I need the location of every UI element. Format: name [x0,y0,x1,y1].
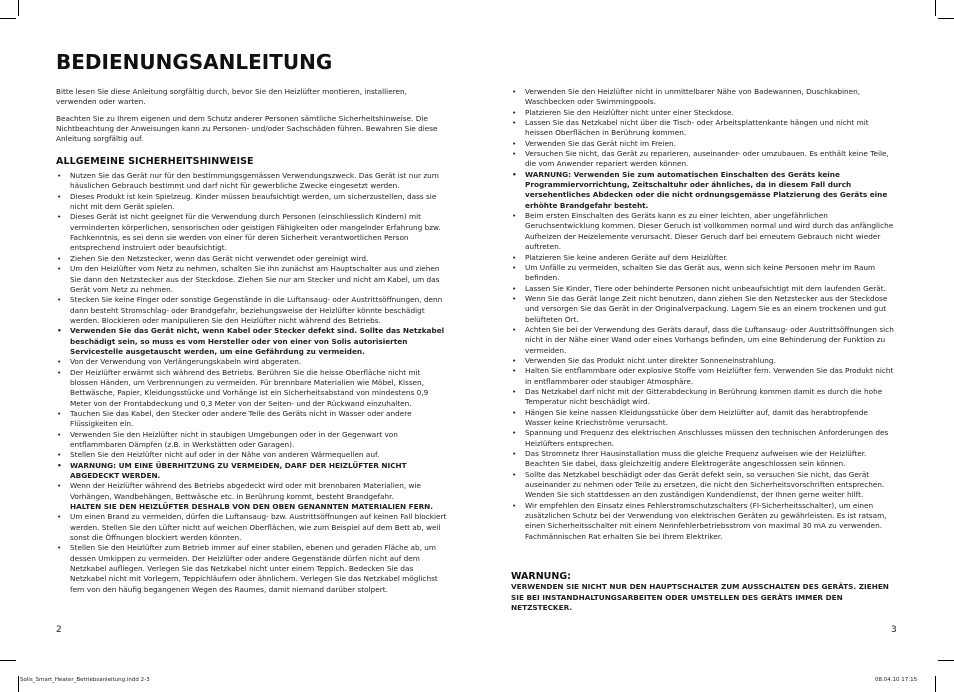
list-item-text: Dieses Produkt ist kein Spielzeug. Kinder müssen beaufsichtigt werden, um sicherzustellen, dass sie nicht mit dem Gerät spielen. [70,191,437,212]
list-item-text: Sollte das Netzkabel beschädigt oder das Gerät defekt sein, so versuchen Sie nicht, das Gerät auseinander zu nehmen oder Teile zu ersetzen, die nicht den Sicherheitsvorschriften entsprechen. Wenden Sie sich stattdessen an den zuständigen Kundendienst, der Ihnen gerne weiter hilft. [525,469,885,500]
safety-list [56,171,448,595]
warning-title: WARNUNG: [511,571,571,583]
list-item [511,325,896,356]
list-item-text: Platzieren Sie keine anderen Geräte auf dem Heizlüfter. [525,252,728,262]
list-item-text: WARNUNG: UM EINE ÜBERHITZUNG ZU VERMEIDEN, DARF DER HEIZLÜFTER NICHT ABGEDECKT WERDEN. [70,460,407,481]
page-title: BEDIENUNGSANLEITUNG [56,50,333,74]
list-item-text: Versuchen Sie nicht, das Gerät zu reparieren, auseinander- oder umzubauen. Es enthält keine Teile, die vom Anwender repariert werden können. [525,149,889,169]
warning-text: VERWENDEN SIE NICHT NUR DEN HAUPTSCHALTER ZUM AUSSCHALTEN DES GERÄTS. ZIEHEN SIE BEI INSTANDHALTUNGSARBEITEN ODER UMSTELLEN DES GERÄTS IMMER DEN NETZSTECKER. [511,582,889,613]
list-item [511,470,896,501]
list-item-text: Wenn Sie das Gerät lange Zeit nicht benutzen, dann ziehen Sie den Netzstecker aus der Steckdose und versorgen Sie das Gerät in der Originalverpackung. Lagern Sie es an einem trockenen und gut belüfteten Ort. [525,293,888,324]
list-item [56,409,448,430]
footer-date: 08.04.10 17:15 [875,677,918,683]
crop-mark [935,0,936,16]
list-item-text: Lassen Sie das Netzkabel nicht über die Tisch- oder Arbeitsplattenkante hängen und nicht mit heissen Oberflächen in Berührung kommen. [525,118,869,138]
list-item-text: Hängen Sie keine nassen Kleidungsstücke über dem Heizlüfter auf, damit das herabtropfende Wasser keine Kriechströme verursacht. [525,407,868,427]
list-item-text: Von der Verwendung von Verlängerungskabeln wird abgeraten. [70,357,302,367]
list-item [511,139,896,149]
list-item-text: WARNUNG: Verwenden Sie zum automatischen Einschalten des Geräts keine Programmiervorrichtung, Zeitschaltuhr oder ähnliches, da in diesem Fall durch versehentliches Abdecken oder die nicht ordnungsgemässe Platzierung des Geräts eine erhöhte Brandgefahr besteht. [525,169,888,210]
page-number-left: 2 [56,625,62,635]
crop-mark [0,660,16,661]
list-item-text: Stellen Sie den Heizlüfter nicht auf oder in der Nähe von anderen Wärmequellen auf. [70,450,380,460]
list-item [56,326,448,357]
intro-paragraph: Bitte lesen Sie diese Anleitung sorgfältig durch, bevor Sie den Heizlüfter montieren, installieren, verwenden oder warten. [56,87,407,107]
list-item-text: Achten Sie bei der Verwendung des Geräts darauf, dass die Luftansaug- oder Austrittsöffnungen sich nicht in der Nähe einer Wand oder eines Vorhangs befinden, um eine Behinderung der Funktion zu vermeiden. [525,324,894,355]
list-item [56,368,448,409]
list-item [56,430,448,451]
list-item-text: Wir empfehlen den Einsatz eines Fehlerstromschutzschalters (FI-Sicherheitsschalter), um einen zusätzlichen Schutz bei der Verwendung von elektrischen Geräten zu gewährleisten. Es ist ratsam, einen Sicherheitsschalter mit einem Nennfehlerbetriebsstrom von maximal 30 mA zu verwenden. Fachmännischen Rat erhalten Sie bei Ihrem Elektriker. [525,500,887,541]
safety-list-continued [511,87,896,542]
list-item [511,408,896,429]
list-item [56,254,448,264]
list-item [511,118,896,139]
crop-mark [0,18,16,19]
list-item [511,356,896,366]
list-item-text: Verwenden Sie das Gerät nicht im Freien. [525,138,676,148]
list-item [511,501,896,542]
list-item-text: Der Heizlüfter erwärmt sich während des Betriebs. Berühren Sie die heisse Oberfläche nicht mit blossen Händen, um Verbrennungen zu vermeiden. Für brennbare Materialien wie Möbel, Kissen, Bettwäsche, Papier, Kleidungsstücke und Vorhänge ist ein Sicherheitsabstand von mindestens 0,9 Meter von der Frontabdeckung und 0,3 Meter von der Seiten- und der Rückwand einzuhalten. [70,367,429,408]
list-item [511,449,896,470]
list-item [511,263,896,284]
list-item-emphasis: HALTEN SIE DEN HEIZLÜFTER DESHALB VON DEN OBEN GENANNTEN MATERIALIEN FERN. [70,502,434,512]
list-item-text: Nutzen Sie das Gerät nur für den bestimmungsgemässen Verwendungszweck. Das Gerät ist nur zum häuslichen Gebrauch bestimmt und darf nicht für gewerbliche Zwecke eingesetzt werden. [70,171,439,191]
list-item-text: Das Netzkabel darf nicht mit der Gitterabdeckung in Berührung kommen damit es durch die hohe Temperatur nicht beschädigt wird. [525,386,883,407]
list-item-text: Tauchen Sie das Kabel, den Stecker oder andere Teile des Geräts nicht in Wasser oder andere Flüssigkeiten ein. [70,408,412,429]
list-item [56,357,448,367]
list-item-text: Lassen Sie Kinder, Tiere oder behinderte Personen nicht unbeaufsichtigt mit dem laufenden Gerät. [525,283,886,293]
list-item [511,87,896,108]
list-item [56,512,448,543]
list-item [511,387,896,408]
list-item [56,295,448,326]
footer-filename: Solis_Smart_Heater_Betriebsanleitung.indd 2-3 [20,677,150,683]
page-number-right: 3 [891,625,897,635]
list-item-text: Um Unfälle zu vermeiden, schalten Sie das Gerät aus, wenn sich keine Personen mehr im Raum befinden. [525,262,876,283]
list-item-text: Dieses Gerät ist nicht geeignet für die Verwendung durch Personen (einschliesslich Kindern) mit verminderten körperlichen, sensorischen oder geistigen Fähigkeiten oder mangelnder Erfahrung bzw. Fachkenntnis, es sei denn sie werden von einer für deren Sicherheit verantwortlichen Person entsprechend instruiert oder beaufsichtigt. [70,212,441,253]
list-item [511,366,896,387]
left-column [56,87,448,595]
list-item-text: Stellen Sie den Heizlüfter zum Betrieb immer auf einer stabilen, ebenen und geraden Fläche ab, um dessen Umkippen zu vermeiden. Der Heizlüfter oder andere Gegenstände dürfen nicht auf dem Netzkabel aufliegen. Verlegen Sie das Netzkabel nicht unter einem Teppich. Bedecken Sie das Netzkabel nicht mit Vorlegern, Teppichläufern oder ähnlichem. Verlegen Sie das Netzkabel möglichst fern von den häufig begangenen Wegen des Raumes, damit niemand darüber stolpert. [70,543,438,594]
crop-mark [938,660,954,661]
list-item [511,211,896,252]
right-column [511,87,896,614]
list-item-text: Verwenden Sie das Gerät nicht, wenn Kabel oder Stecker defekt sind. Sollte das Netzkabel beschädigt sein, so muss es vom Hersteller oder von einer von Solis autorisierten Servicestelle ausgetauscht werden, um eine Gefährdung zu vermeiden. [70,326,445,356]
list-item [511,428,896,449]
list-item [511,149,896,170]
list-item-text: Wenn der Heizlüfter während des Betriebs abgedeckt wird oder mit brennbaren Materialien, wie Vorhängen, Wandbehängen, Bettwäsche etc. in Berührung kommt, besteht Brandgefahr. [70,481,422,501]
section-heading: ALLGEMEINE SICHERHEITSHINWEISE [56,155,254,167]
list-item [511,108,896,118]
list-item-text: Um den Heizlüfter vom Netz zu nehmen, schalten Sie ihn zunächst am Hauptschalter aus und ziehen Sie dann den Netzstecker aus der Steckdose. Ziehen Sie nur am Stecker und nicht am Kabel, um das Gerät vom Netz zu nehmen. [70,264,440,294]
crop-mark [18,0,19,16]
list-item-text: Beim ersten Einschalten des Geräts kann es zu einer leichten, aber ungefährlichen Geruchsentwicklung kommen. Dieser Geruch ist vollkommen normal und wird durch das anfängliche Aufheizen der Heizelemente verursacht. Dieser Geruch darf bei erneutem Gebrauch nicht wieder auftreten. [525,211,894,252]
list-item [56,450,448,460]
crop-mark [938,18,954,19]
list-item-text: Halten Sie entflammbare oder explosive Stoffe vom Heizlüfter fern. Verwenden Sie das Produkt nicht in entflammbarer oder staubiger Atmosphäre. [525,366,894,386]
list-item-text: Platzieren Sie den Heizlüfter nicht unter einer Steckdose. [525,107,734,117]
list-item [511,284,896,294]
list-item [56,264,448,295]
list-item [56,192,448,213]
intro-paragraph: Beachten Sie zu Ihrem eigenen und dem Schutz anderer Personen sämtliche Sicherheitshinweise. Die Nichtbeachtung der Anweisungen kann zu Personen- und/oder Sachschäden führen. Bewahren Sie diese Anleitung sorgfältig auf. [56,113,438,144]
list-item [511,170,896,211]
crop-mark [18,676,19,692]
list-item-text: Stecken Sie keine Finger oder sonstige Gegenstände in die Luftansaug- oder Austrittsöffnungen, denn dann besteht Stromschlag- oder Brandgefahr, beziehungsweise der Heizlüfter könnte beschädigt werden. Blockieren oder manipulieren Sie den Heizlüfter nicht während des Betriebs. [70,295,443,325]
list-item [511,253,896,263]
list-item [56,461,448,482]
list-item [56,543,448,595]
list-item-text: Verwenden Sie den Heizlüfter nicht in unmittelbarer Nähe von Badewannen, Duschkabinen, Waschbecken oder Swimmingpools. [525,87,861,107]
list-item-text: Das Stromnetz Ihrer Hausinstallation muss die gleiche Frequenz aufweisen wie der Heizlüfter. Beachten Sie dabei, dass gleichzeitig andere Elektrogeräte angeschlossen sein können. [525,449,867,469]
list-item-text: Verwenden Sie das Produkt nicht unter direkter Sonneneinstrahlung. [525,355,776,365]
list-item-text: Verwenden Sie den Heizlüfter nicht in staubigen Umgebungen oder in der Gegenwart von entflammbaren Dämpfen (z.B. in Werkstätten oder Garagen). [70,429,398,449]
list-item [56,481,448,512]
crop-mark [935,676,936,692]
list-item-text: Um einen Brand zu vermeiden, dürfen die Luftansaug- bzw. Austrittsöffnungen auf keinen Fall blockiert werden. Stellen Sie den Lüfter nicht auf weichen Oberflächen, wie zum Beispiel auf dem Bett ab, weil sonst die Öffnungen blockiert werden könnten. [70,512,447,543]
list-item [511,294,896,325]
list-item [56,212,448,253]
list-item-text: Spannung und Frequenz des elektrischen Anschlusses müssen den technischen Anforderungen des Heizlüfters entsprechen. [525,428,889,448]
list-item [56,171,448,192]
list-item-text: Ziehen Sie den Netzstecker, wenn das Gerät nicht verwendet oder gereinigt wird. [70,253,369,263]
